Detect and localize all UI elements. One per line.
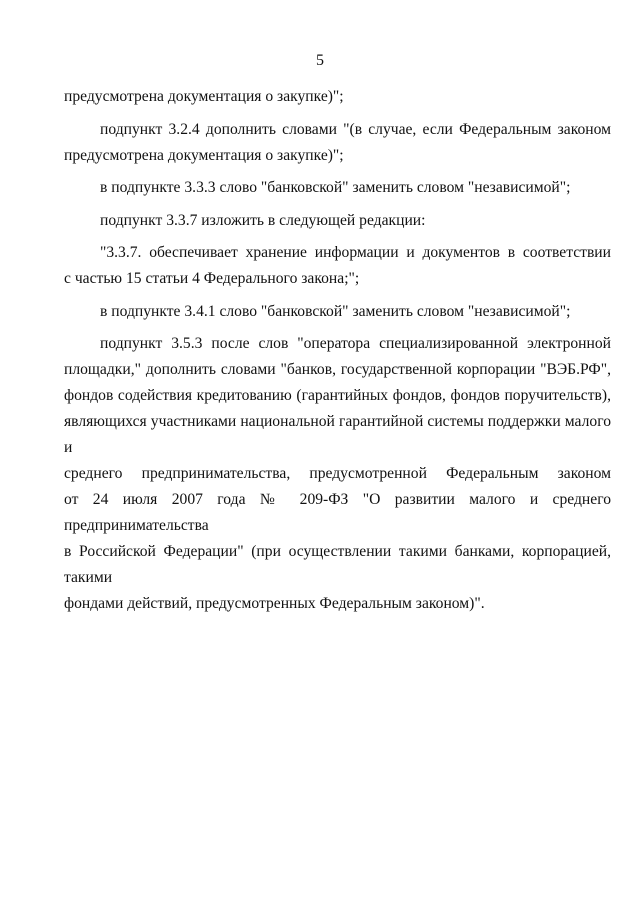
text-line: подпункт 3.3.7 изложить в следующей редакции: [100,211,426,229]
text-line: с частью 15 статьи 4 Федерального закона;"; [64,270,360,287]
paragraph-subclause-3-5-3 [64,331,611,617]
paragraph-subclause-3-3-3 [64,175,611,201]
paragraph-subclause-3-4-1 [64,299,611,325]
text-line: в Российской Федерации" (при осуществлении такими банками, корпорацией, такими [64,543,611,586]
text-line: в подпункте 3.4.1 слово "банковской" заменить словом "независимой"; [100,302,571,320]
text-line: подпункт 3.2.4 дополнить словами "(в случае, если Федеральным законом [100,120,611,138]
text-line: являющихся участниками национальной гарантийной системы поддержки малого и [64,413,611,456]
text-line: предусмотрена документация о закупке)"; [64,88,344,105]
text-line: среднего предпринимательства, предусмотренной Федеральным законом [64,465,611,482]
text-line: подпункт 3.5.3 после слов "оператора специализированной электронной [100,335,611,352]
text-line: предусмотрена документация о закупке)"; [64,146,344,164]
text-line: фондами действий, предусмотренных Федеральным законом)". [64,595,485,612]
text-line: площадки," дополнить словами "банков, государственной корпорации "ВЭБ.РФ", [64,361,611,378]
page-number: 5 [316,52,324,69]
text-line: фондов содействия кредитованию (гарантийных фондов, фондов поручительств), [64,387,611,404]
document-body [64,84,611,624]
paragraph-subclause-3-3-7 [64,208,611,234]
text-line: от 24 июля 2007 года № 209-ФЗ "О развитии малого и среднего предпринимательства [64,491,611,534]
text-line: "3.3.7. обеспечивает хранение информации и документов в соответствии [100,244,611,261]
text-line: в подпункте 3.3.3 слово "банковской" заменить словом "независимой"; [100,179,571,196]
paragraph-continuation [64,84,611,110]
paragraph-quote-3-3-7 [64,240,611,292]
paragraph-subclause-3-2-4 [64,117,611,169]
